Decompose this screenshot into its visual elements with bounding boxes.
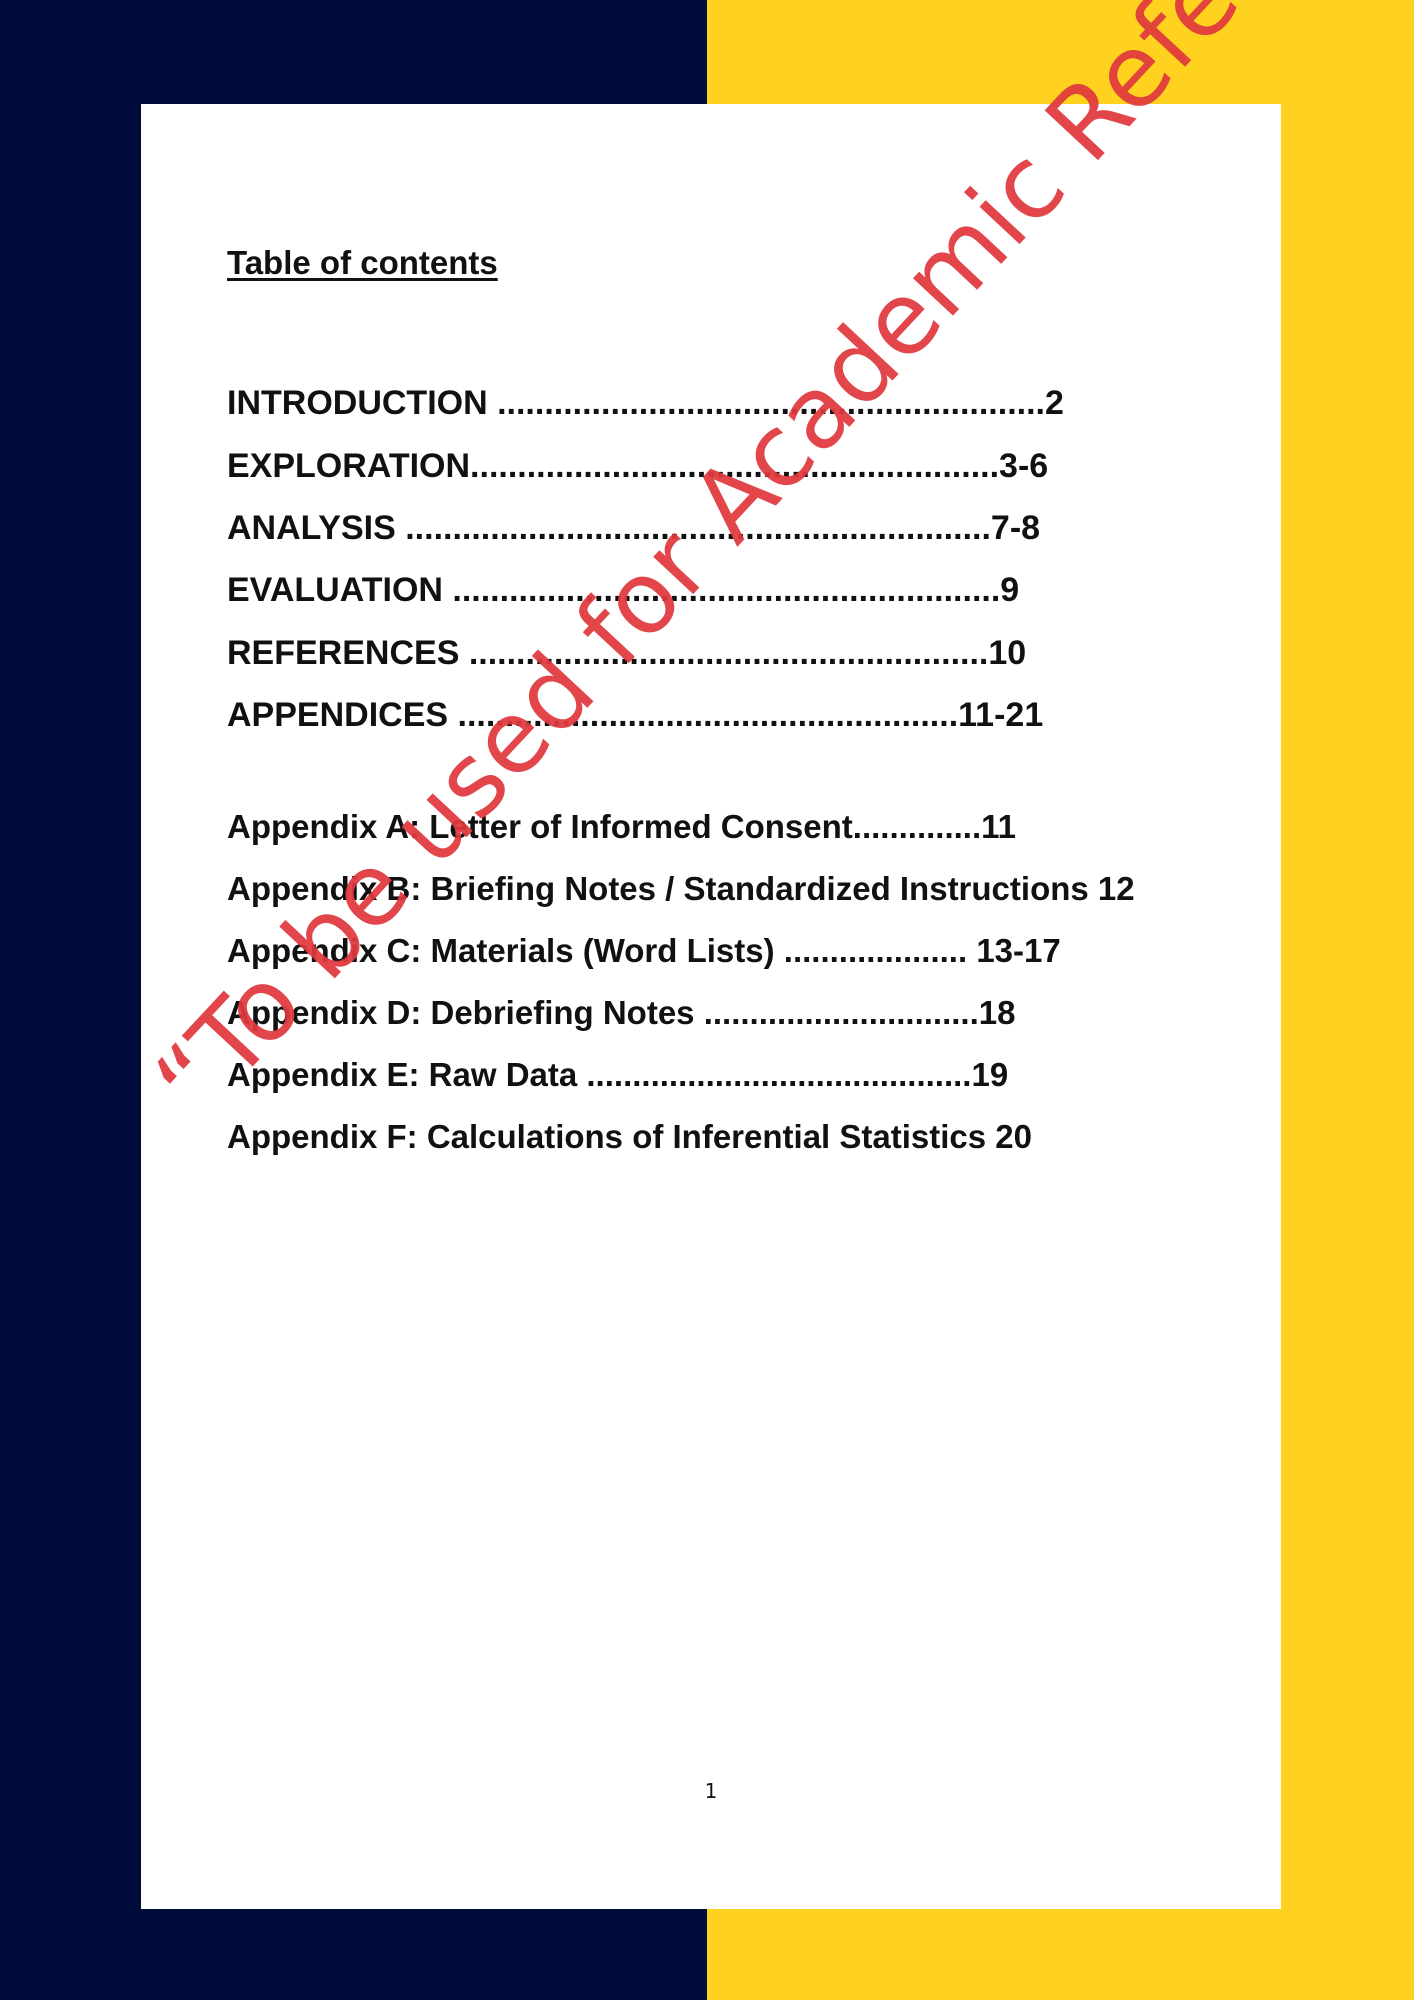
document-page [141, 104, 1281, 1909]
toc-entry-references: REFERENCES .......................................................10 [227, 634, 1027, 672]
toc-heading: Table of contents [227, 244, 498, 281]
toc-entry-appendix-d: Appendix D: Debriefing Notes ..............................18 [227, 994, 1016, 1031]
toc-entry-appendix-c: Appendix C: Materials (Word Lists) .................... 13-17 [227, 932, 1061, 969]
toc-entry-introduction: INTRODUCTION ..........................................................2 [227, 384, 1064, 422]
toc-entry-analysis: ANALYSIS ..............................................................7-8 [227, 509, 1041, 547]
toc-entry-appendix-a: Appendix A: Letter of Informed Consent..............11 [227, 808, 1017, 845]
toc-entry-exploration: EXPLORATION........................................................3-6 [227, 447, 1049, 485]
toc-entry-appendix-b: Appendix B: Briefing Notes / Standardized Instructions 12 [227, 870, 1135, 907]
toc-entry-appendices: APPENDICES .....................................................11-21 [227, 696, 1044, 734]
toc-entry-appendix-e: Appendix E: Raw Data ..........................................19 [227, 1056, 1009, 1093]
toc-entry-appendix-f: Appendix F: Calculations of Inferential Statistics 20 [227, 1118, 1032, 1155]
watermark-text: “To be used for Academic [131, 127, 1088, 1140]
toc-entry-evaluation: EVALUATION ..........................................................9 [227, 571, 1020, 609]
page-number: 1 [704, 1779, 718, 1803]
